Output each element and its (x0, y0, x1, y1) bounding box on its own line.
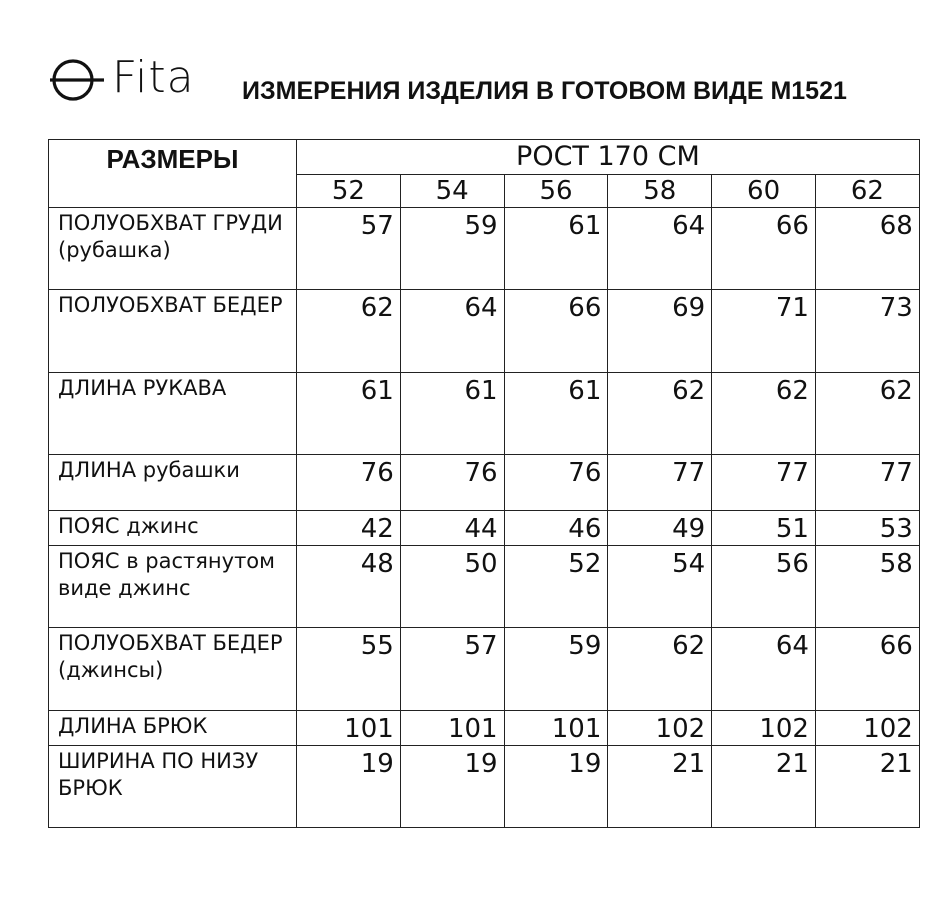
measurement-value: 61 (297, 373, 401, 455)
brand-name: Fita (112, 52, 195, 103)
measurement-value: 57 (400, 628, 504, 711)
measurement-value: 76 (400, 455, 504, 511)
measurement-value: 62 (815, 373, 919, 455)
measurement-value: 21 (712, 746, 816, 828)
measurement-value: 64 (608, 208, 712, 290)
measurement-value: 62 (712, 373, 816, 455)
measurement-value: 64 (712, 628, 816, 711)
measurement-value: 68 (815, 208, 919, 290)
table-row (49, 373, 920, 455)
measurement-value: 54 (608, 546, 712, 628)
measurement-value: 61 (400, 373, 504, 455)
measurement-label: ДЛИНА рубашки (49, 455, 297, 511)
measurement-value: 19 (297, 746, 401, 828)
measurement-value: 48 (297, 546, 401, 628)
size-column-header: 62 (815, 175, 919, 208)
measurement-value: 21 (608, 746, 712, 828)
measurement-value: 77 (608, 455, 712, 511)
sizes-header: РАЗМЕРЫ (49, 140, 297, 208)
table-row (49, 711, 920, 746)
size-column-header: 56 (504, 175, 608, 208)
measurement-label: ПОЯС джинс (49, 511, 297, 546)
table-row (49, 546, 920, 628)
measurement-value: 77 (712, 455, 816, 511)
fita-logo-icon (48, 56, 106, 102)
measurement-value: 42 (297, 511, 401, 546)
measurement-label: ПОЛУОБХВАТ БЕДЕР (джинсы) (49, 628, 297, 711)
measurement-value: 44 (400, 511, 504, 546)
table-body (49, 208, 920, 828)
table-row (49, 208, 920, 290)
measurement-value: 73 (815, 290, 919, 373)
measurement-value: 19 (504, 746, 608, 828)
height-header: РОСТ 170 СМ (297, 140, 920, 175)
measurement-value: 66 (504, 290, 608, 373)
measurement-value: 56 (712, 546, 816, 628)
measurement-value: 51 (712, 511, 816, 546)
measurement-value: 59 (400, 208, 504, 290)
size-column-header: 54 (400, 175, 504, 208)
measurement-label: ПОЛУОБХВАТ ГРУДИ (рубашка) (49, 208, 297, 290)
measurement-value: 50 (400, 546, 504, 628)
measurement-value: 52 (504, 546, 608, 628)
measurement-value: 101 (504, 711, 608, 746)
measurement-label: ШИРИНА ПО НИЗУ БРЮК (49, 746, 297, 828)
measurement-value: 61 (504, 208, 608, 290)
table-row (49, 290, 920, 373)
size-chart-table (48, 139, 920, 828)
measurement-value: 77 (815, 455, 919, 511)
measurement-value: 76 (297, 455, 401, 511)
measurement-value: 57 (297, 208, 401, 290)
measurement-value: 71 (712, 290, 816, 373)
measurement-value: 55 (297, 628, 401, 711)
measurement-value: 58 (815, 546, 919, 628)
table-row (49, 746, 920, 828)
page-title: ИЗМЕРЕНИЯ ИЗДЕЛИЯ В ГОТОВОМ ВИДЕ М1521 (242, 77, 847, 105)
measurement-value: 46 (504, 511, 608, 546)
measurement-value: 64 (400, 290, 504, 373)
measurement-value: 49 (608, 511, 712, 546)
brand-logo (48, 54, 208, 104)
measurement-label: ДЛИНА БРЮК (49, 711, 297, 746)
measurement-value: 101 (297, 711, 401, 746)
measurement-value: 62 (608, 373, 712, 455)
measurement-value: 62 (297, 290, 401, 373)
measurement-value: 59 (504, 628, 608, 711)
measurement-value: 102 (608, 711, 712, 746)
size-column-header: 58 (608, 175, 712, 208)
table-row (49, 455, 920, 511)
measurement-label: ДЛИНА РУКАВА (49, 373, 297, 455)
measurement-value: 53 (815, 511, 919, 546)
measurement-label: ПОЛУОБХВАТ БЕДЕР (49, 290, 297, 373)
measurement-value: 101 (400, 711, 504, 746)
size-column-header: 52 (297, 175, 401, 208)
measurement-value: 66 (712, 208, 816, 290)
table-row (49, 628, 920, 711)
measurement-label: ПОЯС в растянутом виде джинс (49, 546, 297, 628)
measurement-value: 62 (608, 628, 712, 711)
measurement-value: 102 (712, 711, 816, 746)
measurement-value: 19 (400, 746, 504, 828)
size-column-header: 60 (712, 175, 816, 208)
measurement-value: 76 (504, 455, 608, 511)
table-row (49, 511, 920, 546)
measurement-value: 21 (815, 746, 919, 828)
measurement-value: 69 (608, 290, 712, 373)
measurement-value: 66 (815, 628, 919, 711)
header-row-height (49, 140, 920, 175)
measurement-value: 61 (504, 373, 608, 455)
measurement-value: 102 (815, 711, 919, 746)
